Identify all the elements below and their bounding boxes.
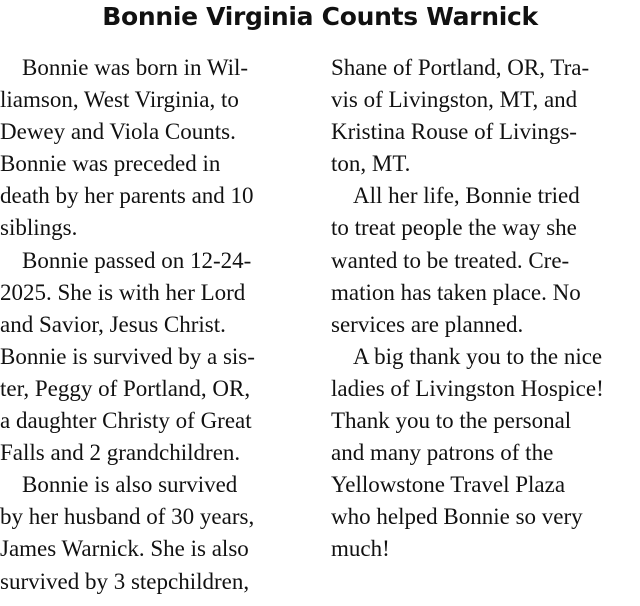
text-line: death by her parents and 10 [0,183,254,209]
text-line: James Warnick. She is also [0,536,249,562]
obituary-column-right [331,52,636,566]
text-line: survived by 3 stepchildren, [0,568,250,594]
text-line: and many patrons of the [331,440,554,466]
text-line: ladies of Livingston Hospice! [331,375,604,401]
text-line: liamson, West Virginia, to [0,87,239,113]
text-line: A big thank you to the nice [353,343,603,369]
text-line: Thank you to the personal [331,408,572,434]
text-line: and Savior, Jesus Christ. [0,311,226,337]
text-line: Bonnie is survived by a sis- [0,343,255,369]
text-line: Falls and 2 grandchildren. [0,440,241,466]
text-line: ton, MT. [331,151,411,177]
text-line: by her husband of 30 years, [0,504,255,530]
text-line: Shane of Portland, OR, Tra- [331,55,590,80]
obituary-column-left [0,52,308,598]
text-line: Bonnie passed on 12-24- [22,247,252,273]
text-line: siblings. [0,215,78,241]
obituary-title: Bonnie Virginia Counts Warnick [102,2,538,31]
text-line: wanted to be treated. Cre- [331,247,570,273]
text-line: mation has taken place. No [331,279,581,305]
text-line: a daughter Christy of Great [0,408,252,434]
text-line: services are planned. [331,311,524,337]
text-line: vis of Livingston, MT, and [331,87,578,113]
text-line: Bonnie is also survived [22,472,238,498]
text-line: Yellowstone Travel Plaza [331,472,566,498]
text-line: Dewey and Viola Counts. [0,119,236,145]
text-line: Bonnie was born in Wil- [22,55,249,80]
text-line: to treat people the way she [331,215,577,241]
text-line: who helped Bonnie so very [331,504,583,530]
text-line: Kristina Rouse of Livings- [331,119,577,145]
text-line: ter, Peggy of Portland, OR, [0,375,251,401]
text-line: Bonnie was preceded in [0,151,221,177]
text-line: All her life, Bonnie tried [353,183,580,209]
text-line: 2025. She is with her Lord [0,279,246,305]
text-line: much! [331,536,390,562]
